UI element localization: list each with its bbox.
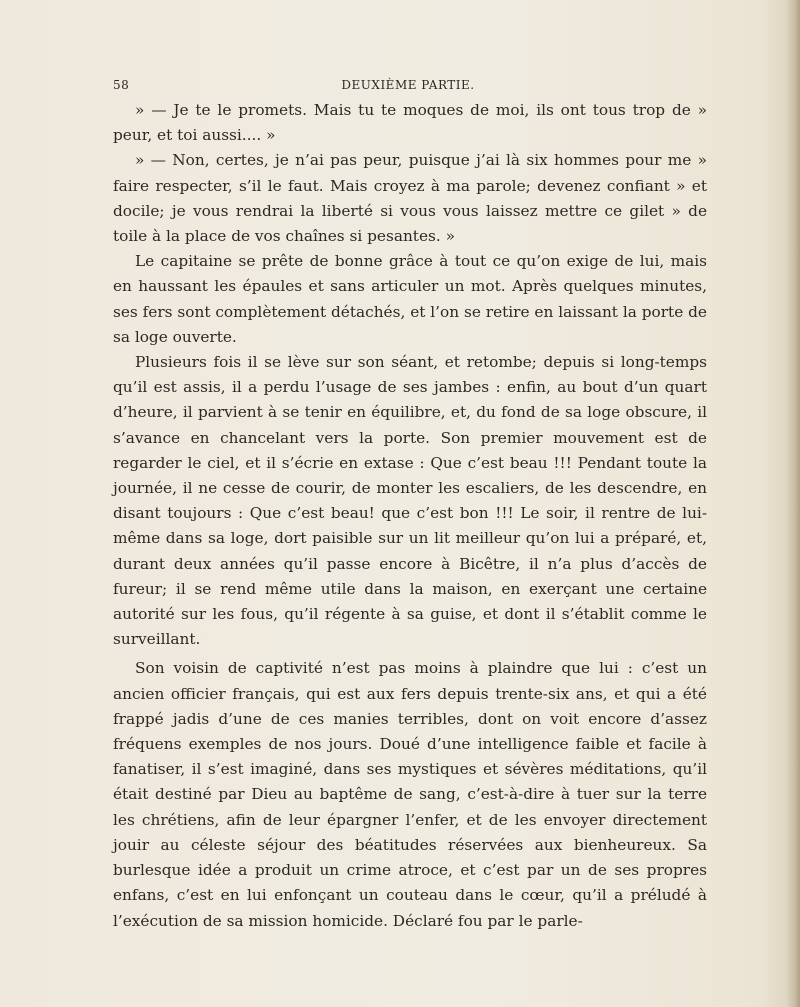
paragraph-captain-walks: Plusieurs fois il se lève sur son séant, et retombe; depuis si long-temps qu’il est assis, il a perdu l’usage de ses jambes : enfin, au bout d’un quart d’heure, il parvient à se tenir en équilibre, et, du fond de sa loge obscure, il s’avance en chancelant vers la porte. Son premier mouvement est de regarder le ciel, et il s’écrie en extase : Que c’est beau !!! Pendant toute la journée, il ne cesse de courir, de monter les escaliers, de les descendre, en disant toujours : Que c’est beau! que c’est bon !!! Le soir, il rentre de lui-même dans sa loge, dort paisible sur un lit meilleur qu’on lui a préparé, et, durant deux années qu’il passe encore à Bicêtre, il n’a plus d’accès de fureur; il se rend même utile dans la maison, en exerçant une certaine autorité sur les fous, qu’il régente à sa guise, et dont il s’établit comme le surveillant.	[113, 353, 707, 649]
page-number: 58	[113, 78, 130, 92]
page-edge-shadow	[786, 0, 800, 1007]
page-header	[113, 78, 703, 98]
paragraph-neighbor: Son voisin de captivité n’est pas moins à plaindre que lui : c’est un ancien officier français, qui est aux fers depuis trente-six ans, et qui a été frappé jadis d’une de ces manies terribles, dont on voit encore d’assez fréquens exemples de nos jours. Doué d’une intelligence faible et facile à fanatiser, il s’est imaginé, dans ses mystiques et sévères méditations, qu’il était destiné par Dieu au baptême de sang, c’est-à-dire à tuer sur la terre les chrétiens, afin de leur épargner l’enfer, et de les envoyer directement jouir au céleste séjour des béatitudes réservées aux bienheureux. Sa burlesque idée a produit un crime atroce, et c’est par un de ses propres enfans, c’est en lui enfonçant un couteau dans le cœur, qu’il a préludé à l’exécution de sa mission homicide. Déclaré fou par le parle-	[113, 659, 707, 930]
paragraph-dialogue-2: » — Non, certes, je n’ai pas peur, puisque j’ai là six hommes pour me » faire respecter, s’il le faut. Mais croyez à ma parole; devenez confiant » et docile; je vous rendrai la liberté si vous vous laissez mettre ce gilet » de toile à la place de vos chaînes si pesantes. »	[113, 151, 707, 246]
running-title: DEUXIÈME PARTIE.	[341, 78, 475, 92]
paragraph-dialogue-1: » — Je te le promets. Mais tu te moques de moi, ils ont tous trop de » peur, et toi aussi.... »	[113, 101, 707, 145]
body-text	[113, 98, 707, 934]
paragraph-captain-freed: Le capitaine se prête de bonne grâce à tout ce qu’on exige de lui, mais en haussant les épaules et sans articuler un mot. Après quelques minutes, ses fers sont complètement détachés, et l’on se retire en laissant la porte de sa loge ouverte.	[113, 252, 707, 346]
